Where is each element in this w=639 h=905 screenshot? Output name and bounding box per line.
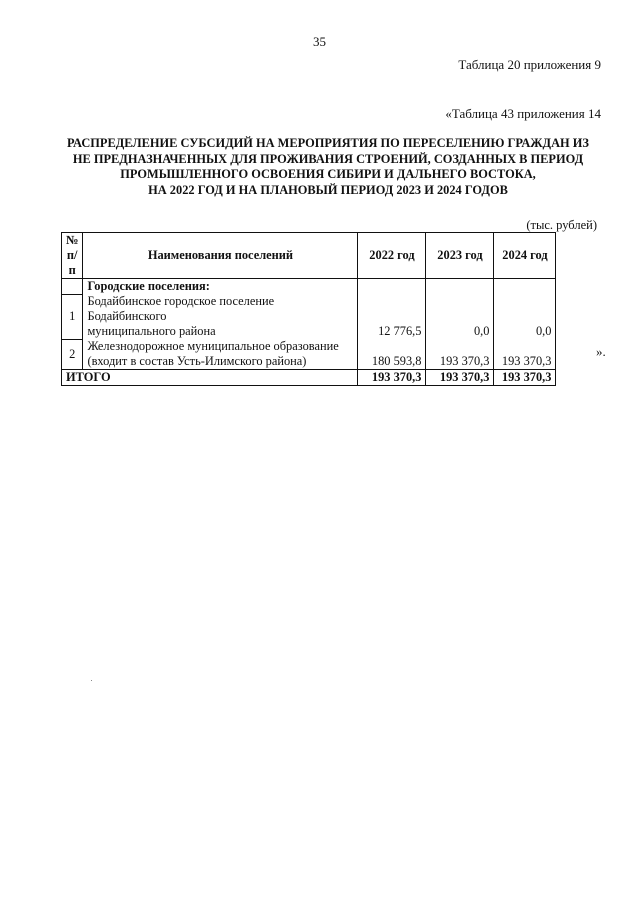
total-label: ИТОГО: [62, 370, 358, 386]
total-2022: 193 370,3: [358, 370, 426, 386]
title-line: РАСПРЕДЕЛЕНИЕ СУБСИДИЙ НА МЕРОПРИЯТИЯ ПО ПЕРЕСЕЛЕНИЮ ГРАЖДАН ИЗ: [67, 136, 589, 150]
scan-artifact: [91, 680, 92, 681]
settlement-name: [83, 294, 358, 339]
header-number: [62, 233, 83, 279]
closing-quote: ».: [596, 344, 606, 359]
page-number: 35: [313, 34, 326, 49]
group-cell-2023: [426, 279, 494, 295]
group-label: Городские поселения:: [83, 279, 358, 295]
appendix-reference: Таблица 20 приложения 9: [458, 57, 601, 72]
units-label: (тыс. рублей): [526, 218, 597, 232]
title-line: НА 2022 ГОД И НА ПЛАНОВЫЙ ПЕРИОД 2023 И 2024 ГОДОВ: [148, 182, 508, 197]
subsidies-table: [61, 232, 556, 386]
settlement-name-line: (входит в состав Усть-Илимского района): [87, 354, 307, 368]
header-year-2022: 2022 год: [358, 233, 426, 279]
title-line: ПРОМЫШЛЕННОГО ОСВОЕНИЯ СИБИРИ И ДАЛЬНЕГО ВОСТОКА,: [120, 167, 536, 181]
table-row: [62, 339, 556, 370]
value-2022: 180 593,8: [358, 339, 426, 370]
table-row: [62, 294, 556, 339]
header-year-2023: 2023 год: [426, 233, 494, 279]
row-number: 2: [62, 339, 83, 370]
settlement-name-line: Бодайбинское городское поселение Бодайбинского: [87, 294, 275, 323]
group-cell-2024: [494, 279, 556, 295]
header-settlement-name: Наименования поселений: [83, 233, 358, 279]
row-number: 1: [62, 294, 83, 339]
value-2022: 12 776,5: [358, 294, 426, 339]
value-2023: 0,0: [426, 294, 494, 339]
settlement-name: [83, 339, 358, 370]
original-table-reference: «Таблица 43 приложения 14: [445, 106, 601, 121]
total-2024: 193 370,3: [494, 370, 556, 386]
header-year-2024: 2024 год: [494, 233, 556, 279]
total-row: [62, 370, 556, 386]
group-num-cell: [62, 279, 83, 295]
group-cell-2022: [358, 279, 426, 295]
settlement-name-line: муниципального района: [87, 324, 216, 338]
value-2024: 193 370,3: [494, 339, 556, 370]
header-number-sign: №: [66, 233, 79, 247]
value-2023: 193 370,3: [426, 339, 494, 370]
total-2023: 193 370,3: [426, 370, 494, 386]
title-line: НЕ ПРЕДНАЗНАЧЕННЫХ ДЛЯ ПРОЖИВАНИЯ СТРОЕНИЙ, СОЗДАННЫХ В ПЕРИОД: [72, 151, 584, 166]
group-row: [62, 279, 556, 295]
value-2024: 0,0: [494, 294, 556, 339]
table-header-row: [62, 233, 556, 279]
document-title: [50, 136, 606, 198]
header-number-abbrev: п/п: [66, 248, 78, 277]
settlement-name-line: Железнодорожное муниципальное образование: [87, 339, 339, 353]
